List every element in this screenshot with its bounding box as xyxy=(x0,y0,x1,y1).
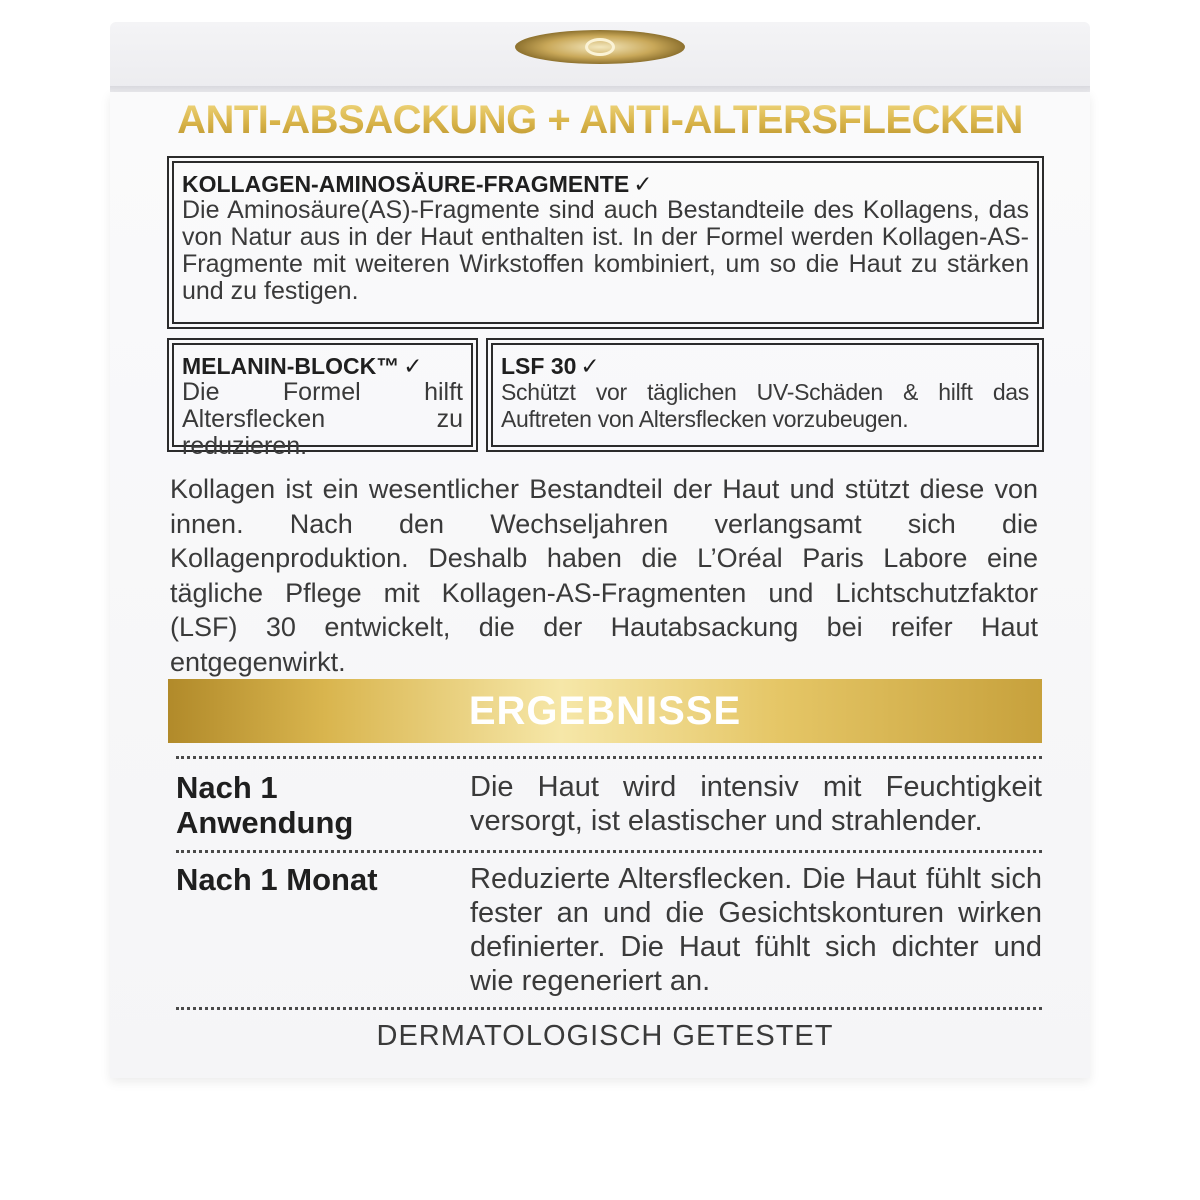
results-banner xyxy=(168,679,1042,743)
lsf-title: LSF 30 xyxy=(501,353,577,379)
melanin-title: MELANIN-BLOCK™ xyxy=(182,353,400,379)
checkmark-icon: ✓ xyxy=(633,171,653,197)
kollagen-title-line xyxy=(182,171,1029,197)
dotted-divider xyxy=(176,850,1042,853)
lsf-info-box xyxy=(486,338,1044,452)
checkmark-icon: ✓ xyxy=(580,353,600,379)
headline: ANTI-ABSACKUNG + ANTI-ALTERSFLECKEN xyxy=(150,98,1050,143)
kollagen-text: Die Aminosäure(AS)-Fragmente sind auch Bestandteile des Kollagens, das von Natur aus in der Haut enthalten ist. In der Formel werden Kollagen-AS-Fragmente mit weiteren Wirkstoffen kombiniert, um so die Haut zu stärken und zu festigen. xyxy=(182,196,1029,305)
dotted-divider xyxy=(176,1007,1042,1010)
melanin-text: Die Formel hilft Altersflecken zu reduzieren. xyxy=(182,378,463,460)
seal-emblem-icon xyxy=(585,38,615,56)
kollagen-title: KOLLAGEN-AMINOSÄURE-FRAGMENTE xyxy=(182,171,630,197)
melanin-info-box xyxy=(167,338,478,460)
dotted-divider xyxy=(176,756,1042,759)
lsf-text: Schützt vor täglichen UV-Schäden & hilft das Auftreten von Altersflecken vorzubeugen. xyxy=(501,379,1029,432)
kollagen-info-box xyxy=(167,156,1044,329)
melanin-title-line xyxy=(182,353,463,379)
result-text: Reduzierte Altersflecken. Die Haut fühlt sich fester an und die Gesichtskonturen wirken definierter. Die Haut fühlt sich dichter und wie regeneriert an. xyxy=(470,863,1042,997)
product-description: Kollagen ist ein wesentlicher Bestandteil der Haut und stützt diese von innen. Nach den Wechseljahren verlangsamt sich die Kollagenproduktion. Deshalb haben die L’Oréal Paris Labore eine tägliche Pflege mit Kollagen-AS-Fragmenten und Lichtschutzfaktor (LSF) 30 entwickelt, die der Hautabsackung bei reifer Haut entgegenwirkt. xyxy=(170,474,1038,677)
footer-claim: DERMATOLOGISCH GETESTET xyxy=(376,1020,834,1052)
lsf-title-line xyxy=(501,353,1029,379)
result-label: Nach 1 Monat xyxy=(176,862,378,897)
result-text: Die Haut wird intensiv mit Feuchtigkeit versorgt, ist elastischer und strahlender. xyxy=(470,771,1042,837)
result-label: Nach 1 Anwendung xyxy=(176,770,354,840)
checkmark-icon: ✓ xyxy=(403,353,423,379)
results-heading: ERGEBNISSE xyxy=(468,688,742,733)
brand-seal xyxy=(515,30,685,64)
